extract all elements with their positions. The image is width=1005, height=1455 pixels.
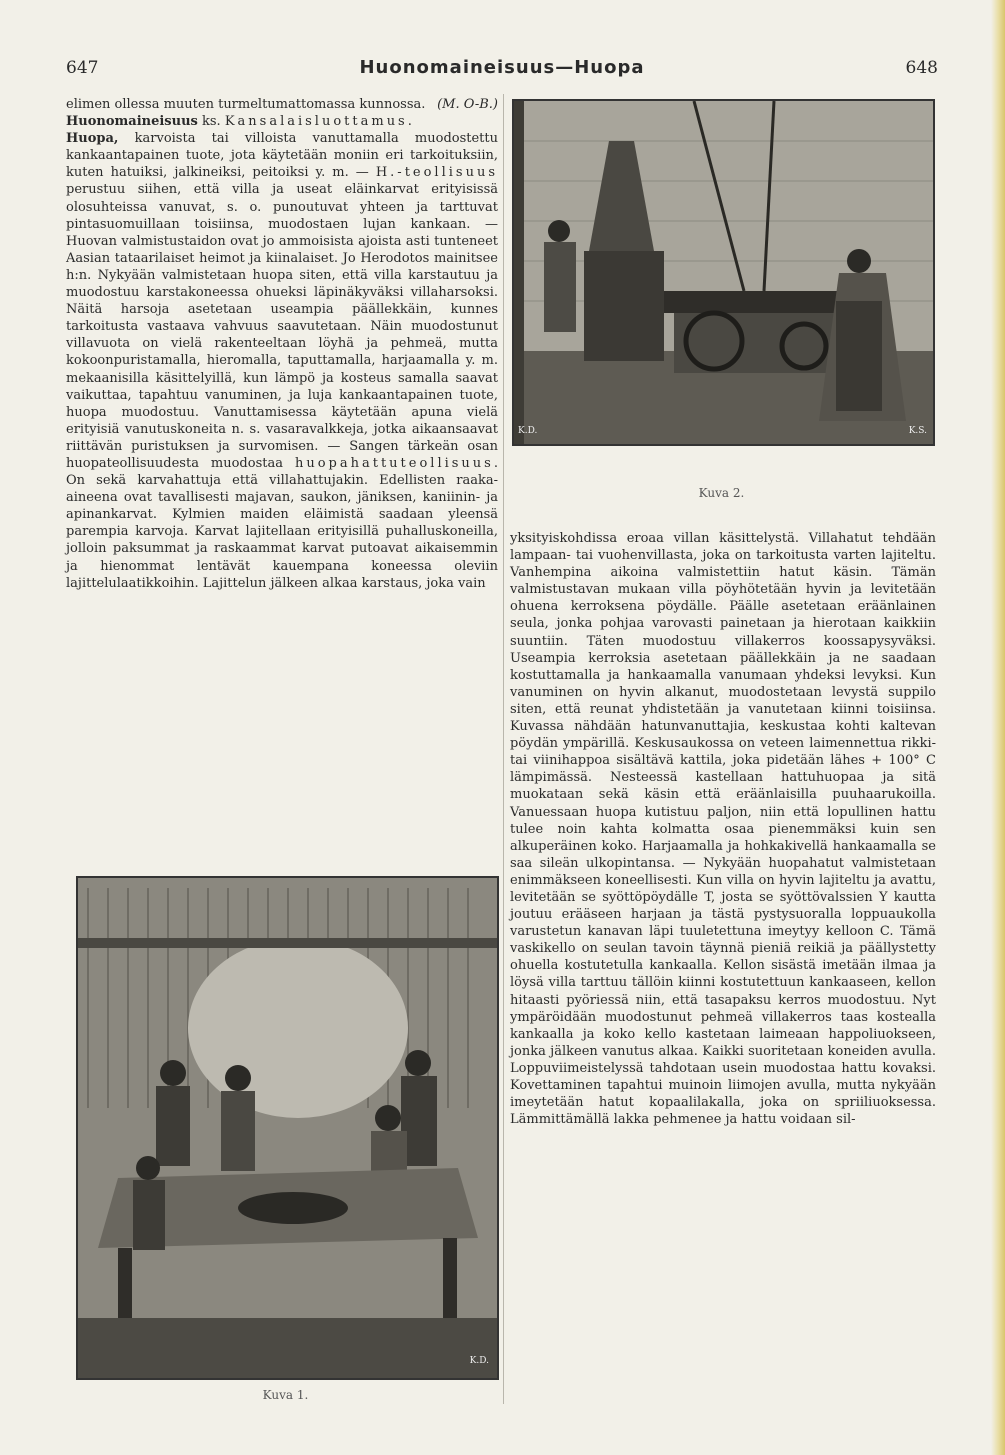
entry-huopa: Huopa, karvoista tai villoista vanuttamalla muodostettu kankaantapainen tuote, jota käytetään moniin eri tarkoituksiin, kuten hatuiksi, jalkineiksi, peitoiksi y. m. — H.-teollisuus perustuu siihen, että villa ja useat eläinkarvat erityisissä olosuhteissa vanuvat, s. o. punoutuvat yhteen ja tarttuvat pintasuomuillaan toisiinsa, muodostaen lujan kankaan. — Huovan valmistustaidon ovat jo ammoisista ajoista asti tunteneet Aasian tataarilaiset heimot ja kiinalaiset. Jo Herodotos mainitsee h:n. Nykyään valmistetaan huopa siten, että villa karstautuu ja muodostuu karstakoneessa ohueksi läpinäkyväksi villaharsoksi. Näitä harsoja asetetaan useampia päällekkäin, kunnes tarkoitusta vastaava vahvuus saavutetaan. Näin muodostunut villavuota on vielä rakenteeltaan löyhä ja pehmeä, mutta kokoonpuristamalla, hieromalla, taputtamalla, harjaamalla y. m. mekaanisilla käsittelyillä, kun lämpö ja kosteus samalla saavat vaikuttaa, tapahtuu vanuminen, ja luja kankaantapainen tuote, huopa muodostuu. Vanuttamisessa käytetään apuna vielä erityisiä vanutuskoneita n. s. vasaravalkkeja, jotka aikaansaavat riittävän puristuksen ja survomisen. — Sangen tärkeän osan huopateollisuudesta muodostaa huopahattuteollisuus. On sekä karvahattuja että villahattujakin. Edellisten raaka-aineena ovat tavallisesti majavan, saukon, jäniksen, kaniinin- ja apinankarvat. Kylmien maiden eläimistä saadaan yleensä parempia karvoja. Karvat lajitellaan erityisillä puhalluskoneilla, jolloin paksummat ja raskaammat karvat putoavat aikaisemmin ja hienommat lentävät kauempana koneessa oleviin lajittelulaatikkoihin. Lajittelun jälkeen alkaa karstaus, joka vain — [66, 131, 498, 591]
engraver-signature: K.D. — [469, 1356, 489, 1366]
author-signature: (M. O-B.) — [437, 97, 498, 112]
column-divider — [503, 94, 504, 1404]
hat-workshop-illustration — [78, 878, 497, 1378]
engraver-signature-right: K.S. — [908, 426, 927, 436]
page-edge — [991, 0, 1005, 1455]
figure-kuva-1 — [76, 876, 499, 1380]
felt-machine-illustration — [514, 101, 933, 444]
right-column — [510, 530, 936, 1128]
page-title: Huonomaineisuus—Huopa — [359, 57, 645, 78]
subheading: huopahattuteollisuus — [294, 455, 494, 471]
headword: Huopa, — [66, 131, 119, 147]
paragraph-continuation: elimen ollessa muuten turmeltumattomassa kunnossa. (M. O-B.) — [66, 97, 498, 112]
page-header — [66, 58, 938, 84]
cross-reference: Kansalaisluottamus — [224, 114, 408, 130]
entry-huonomaineisuus: Huonomaineisuus ks. Kansalaisluottamus. — [66, 114, 412, 130]
figure-caption-kuva-1: Kuva 1. — [262, 1388, 309, 1402]
figure-caption-kuva-2: Kuva 2. — [698, 486, 745, 500]
page-number-left: 647 — [66, 58, 99, 78]
paragraph-continuation: yksityiskohdissa eroaa villan käsittelystä. Villahatut tehdään lampaan- tai vuohenvillasta, joka on tarkoitusta varten lajiteltu. Vanhempina aikoina valmistettiin hatut käsin. Tämän valmistustavan mukaan villa pöyhötetään hyvin ja levitetään ohuena kerroksena pöydälle. Päälle asetetaan eräänlainen seula, jonka pohjaa varovasti painetaan ja hierotaan kaikkiin suuntiin. Täten muodostuu villakerros koossapysyväksi. Useampia kerroksia asetetaan päällekkäin ja ne saadaan kostuttamalla ja hankaamalla vanumaan yhdeksi levyksi. Kun vanuminen on hyvin alkanut, muodostetaan levystä suppilo siten, että reunat yhdistetään ja vanutetaan kiinni toisiinsa. Kuvassa nähdään hatunvanuttajia, keskustaa kohti kaltevan pöydän ympärillä. Keskusaukossa on veteen laimennettua rikki- tai viinihappoa sisältävä kattila, joka pidetään lähes + 100° C lämpimässä. Nesteessä kastellaan hattuhuopaa ja sitä muokataan sekä käsin että eräänlaisilla puuhaarukoilla. Vanuessaan huopa kutistuu paljon, niin että lopullinen hattu tulee noin kahta kolmatta osaa pienemmäksi kuin sen alkuperäinen koko. Harjaamalla ja hohkakivellä hankaamalla se saa sileän ulkopintansa. — Nykyään huopahatut valmistetaan enimmäkseen koneellisesti. Kun villa on hyvin lajiteltu ja avattu, levitetään se syöttöpöydälle T, josta se syöttövalssien Y kautta joutuu erääseen harjaan ja tästä pystysuoralla loppuaukolla varustetun kanavan läpi tuuletettuna imeytyy kelloon C. Tämä vaskikello on seulan tavoin täynnä pieniä reikiä ja päällystetty ohuella kostutetulla kankaalla. Kellon sisästä imetään ilmaa ja löysä villa tarttuu tällöin kiinni kostutettuun kankaaseen, kellon hitaasti pyöriessä niin, että tasapaksu kerros muodostuu. Nyt ympäröidään muodostunut pehmeä villakerros taas kostealla kankaalla ja koko kello kastetaan laimeaan happoliuokseen, jonka jälkeen vanutus alkaa. Kaikki suoritetaan koneiden avulla. Loppuviimeistelyssä tahdotaan usein muodostaa hattu kovaksi. Kovettaminen tapahtui muinoin liimojen avulla, mutta nykyään imeytetään hatut kopaalilakalla, joka on spriiliuoksessa. Lämmittämällä lakka pehmenee ja hattu voidaan sil- — [510, 531, 936, 1128]
subheading: H.-teollisuus — [375, 165, 498, 181]
figure-kuva-2 — [512, 99, 935, 446]
page-number-right: 648 — [905, 58, 938, 78]
headword: Huonomaineisuus — [66, 114, 198, 130]
left-column — [66, 96, 498, 592]
engraver-signature-left: K.D. — [518, 426, 538, 436]
